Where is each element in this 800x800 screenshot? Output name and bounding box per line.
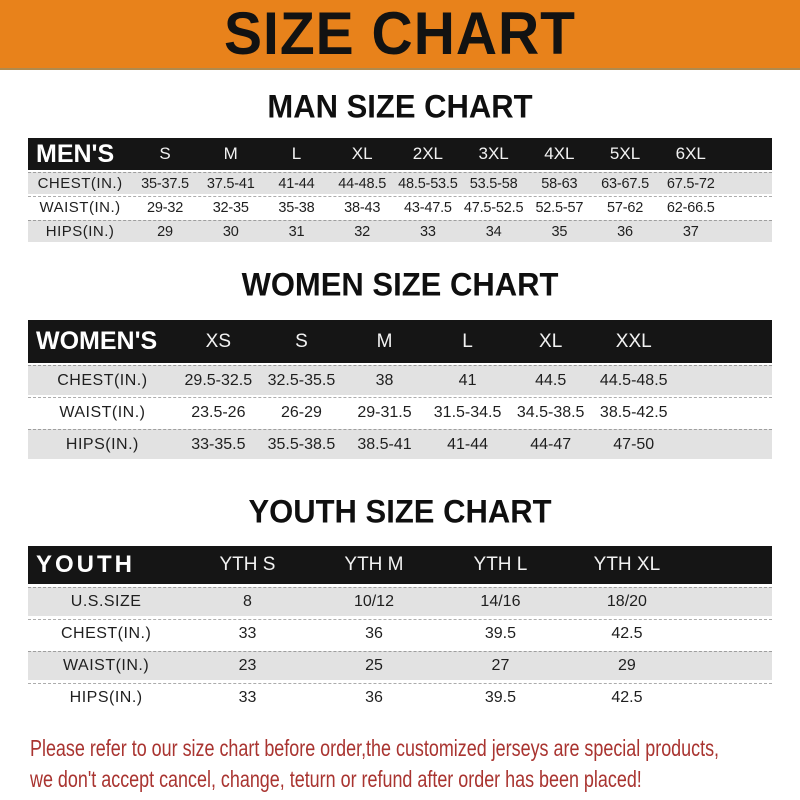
size-cell: 33-35.5 bbox=[191, 435, 246, 453]
size-cell: 38 bbox=[375, 371, 394, 389]
men-col-header: L bbox=[291, 144, 302, 163]
size-cell: 31.5-34.5 bbox=[433, 403, 502, 421]
size-cell: 29 bbox=[157, 223, 173, 240]
size-cell: 53.5-58 bbox=[469, 175, 518, 192]
size-cell: 27 bbox=[491, 657, 510, 674]
size-cell: 33 bbox=[420, 223, 436, 240]
size-cell: 48.5-53.5 bbox=[398, 175, 458, 192]
size-cell: 35-37.5 bbox=[141, 175, 189, 192]
size-cell: 41 bbox=[458, 371, 477, 389]
men-waist-row bbox=[28, 196, 772, 218]
men-hips-row bbox=[28, 220, 772, 242]
size-cell: 18/20 bbox=[606, 593, 647, 610]
women-col-header: M bbox=[376, 330, 393, 352]
size-chart-banner bbox=[0, 0, 800, 70]
women-chart-heading: WOMEN SIZE CHART bbox=[241, 266, 559, 303]
size-cell: 58-63 bbox=[541, 175, 578, 192]
size-cell: 35-38 bbox=[278, 199, 315, 216]
size-cell: 44-48.5 bbox=[338, 175, 387, 192]
size-cell: 62-66.5 bbox=[666, 199, 715, 216]
youth-hips-row bbox=[28, 683, 772, 712]
youth-col-header: YTH M bbox=[344, 554, 404, 575]
size-cell: 38-43 bbox=[344, 199, 381, 216]
size-cell: 52.5-57 bbox=[535, 199, 584, 216]
row-label: WAIST(IN.) bbox=[39, 199, 121, 216]
row-label: WAIST(IN.) bbox=[59, 403, 146, 421]
size-cell: 42.5 bbox=[611, 689, 643, 706]
size-cell: 35 bbox=[551, 223, 568, 240]
size-cell: 63-67.5 bbox=[601, 175, 649, 192]
women-chest-row bbox=[28, 365, 772, 395]
men-col-header: S bbox=[159, 144, 171, 163]
size-cell: 29-32 bbox=[146, 199, 184, 216]
size-cell: 36 bbox=[365, 689, 383, 706]
size-cell: 36 bbox=[365, 625, 383, 642]
size-cell: 57-62 bbox=[607, 199, 644, 216]
size-cell: 47-50 bbox=[613, 435, 655, 453]
row-label: WAIST(IN.) bbox=[63, 657, 150, 674]
size-cell: 8 bbox=[243, 593, 252, 610]
size-cell: 37 bbox=[682, 223, 699, 240]
youth-header-row bbox=[28, 546, 772, 584]
size-cell: 41-44 bbox=[447, 435, 489, 453]
disclaimer-note bbox=[30, 733, 800, 795]
youth-waist-row bbox=[28, 651, 772, 680]
women-waist-row bbox=[28, 397, 772, 427]
man-chart-heading: MAN SIZE CHART bbox=[267, 88, 533, 125]
row-label: CHEST(IN.) bbox=[37, 175, 123, 192]
women-hips-row bbox=[28, 429, 772, 459]
size-cell: 44-47 bbox=[530, 435, 572, 453]
women-header-row bbox=[28, 320, 772, 363]
size-cell: 29.5-32.5 bbox=[184, 371, 253, 389]
size-cell: 34 bbox=[485, 223, 502, 240]
youth-col-header: YTH XL bbox=[593, 554, 661, 575]
youth-col-header: YTH L bbox=[473, 554, 528, 575]
size-cell: 33 bbox=[238, 625, 257, 642]
size-cell: 39.5 bbox=[484, 689, 517, 706]
disclaimer-line-2: we don't accept cancel, change, teturn or refund after order has been placed! bbox=[30, 766, 642, 792]
row-label: HIPS(IN.) bbox=[65, 435, 139, 453]
size-cell: 35.5-38.5 bbox=[267, 435, 336, 453]
size-cell: 32.5-35.5 bbox=[267, 371, 336, 389]
size-cell: 30 bbox=[222, 223, 239, 240]
women-corner-label: WOMEN'S bbox=[36, 327, 158, 355]
youth-size-table bbox=[28, 546, 772, 712]
size-cell: 34.5-38.5 bbox=[516, 403, 585, 421]
banner-title: SIZE CHART bbox=[224, 0, 576, 68]
men-col-header: 5XL bbox=[609, 144, 641, 163]
women-col-header: L bbox=[462, 330, 473, 352]
men-col-header: 4XL bbox=[544, 144, 575, 163]
size-cell: 26-29 bbox=[280, 403, 322, 421]
size-cell: 32 bbox=[354, 223, 371, 240]
women-col-header: S bbox=[295, 330, 308, 352]
size-cell: 38.5-42.5 bbox=[599, 403, 668, 421]
youth-corner-label: YOUTH bbox=[36, 551, 135, 578]
size-cell: 41-44 bbox=[278, 175, 315, 192]
youth-col-header: YTH S bbox=[219, 554, 276, 575]
size-cell: 33 bbox=[238, 689, 257, 706]
men-col-header: XL bbox=[351, 144, 373, 163]
row-label: HIPS(IN.) bbox=[45, 223, 115, 240]
size-cell: 44.5 bbox=[535, 371, 567, 389]
row-label: U.S.SIZE bbox=[70, 593, 142, 610]
size-cell: 14/16 bbox=[480, 593, 521, 610]
size-cell: 10/12 bbox=[353, 593, 394, 610]
row-label: CHEST(IN.) bbox=[57, 371, 148, 389]
youth-chart-heading: YOUTH SIZE CHART bbox=[248, 493, 552, 530]
row-label: CHEST(IN.) bbox=[60, 625, 152, 642]
size-cell: 23 bbox=[238, 657, 257, 674]
size-cell: 38.5-41 bbox=[357, 435, 412, 453]
women-col-header: XS bbox=[205, 330, 232, 352]
size-cell: 42.5 bbox=[611, 625, 643, 642]
size-cell: 32-35 bbox=[212, 199, 249, 216]
women-col-header: XL bbox=[539, 330, 563, 352]
men-col-header: 2XL bbox=[412, 144, 444, 163]
size-cell: 36 bbox=[617, 223, 633, 240]
size-cell: 47.5-52.5 bbox=[463, 199, 524, 216]
youth-ussize-row bbox=[28, 587, 772, 616]
row-label: HIPS(IN.) bbox=[69, 689, 143, 706]
size-cell: 25 bbox=[365, 657, 383, 674]
men-header-row bbox=[28, 138, 772, 170]
disclaimer-line-1: Please refer to our size chart before order,the customized jerseys are special products, bbox=[30, 735, 720, 761]
size-cell: 39.5 bbox=[484, 625, 517, 642]
size-cell: 44.5-48.5 bbox=[599, 371, 668, 389]
men-chest-row bbox=[28, 172, 772, 194]
men-col-header: 6XL bbox=[675, 144, 706, 163]
size-cell: 29 bbox=[618, 657, 636, 674]
women-col-header: XXL bbox=[615, 330, 652, 352]
size-cell: 23.5-26 bbox=[191, 403, 246, 421]
women-size-table bbox=[28, 320, 772, 459]
size-cell: 43-47.5 bbox=[404, 199, 452, 216]
size-cell: 29-31.5 bbox=[357, 403, 412, 421]
men-size-table bbox=[28, 138, 772, 242]
men-col-header: M bbox=[223, 144, 238, 163]
size-cell: 37.5-41 bbox=[206, 175, 255, 192]
men-corner-label: MEN'S bbox=[36, 139, 115, 168]
youth-chest-row bbox=[28, 619, 772, 648]
size-cell: 67.5-72 bbox=[666, 175, 715, 192]
size-cell: 31 bbox=[288, 223, 305, 240]
men-col-header: 3XL bbox=[478, 144, 509, 163]
